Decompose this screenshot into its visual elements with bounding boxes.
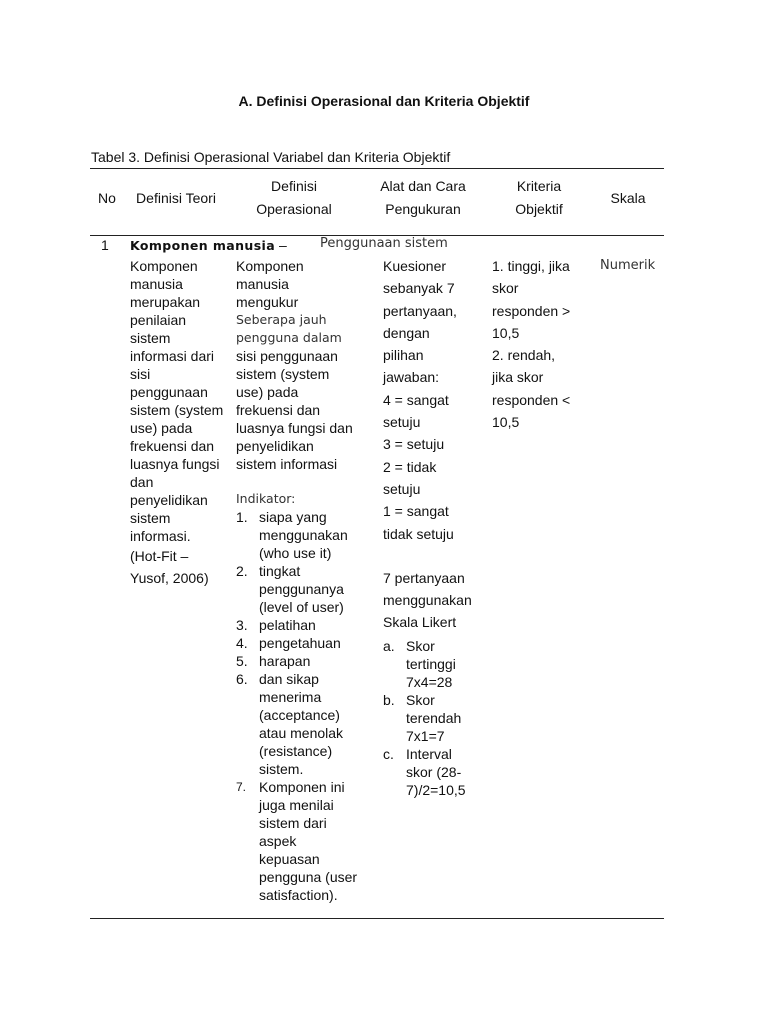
alat-line: 7 pertanyaan [383, 569, 465, 586]
indikator-number: 5. [236, 653, 248, 669]
indikator-number: 1. [236, 509, 248, 525]
kriteria-line: responden < [492, 391, 571, 408]
table-caption: Tabel 3. Definisi Operasional Variabel dan Kriteria Objektif [91, 149, 451, 165]
operasional-intro-1: Komponen manusia mengukur [236, 258, 304, 310]
header-kriteria-objektif [490, 175, 588, 221]
alat-line: jawaban: [383, 369, 440, 386]
kriteria-line: 10,5 [492, 324, 520, 341]
indikator-item [236, 778, 358, 904]
kriteria-line: 1. tinggi, jika [492, 258, 570, 274]
alat-line: Skala Likert [383, 614, 457, 631]
header-skala: Skala [610, 190, 646, 206]
variable-subtitle: Penggunaan sistem [320, 236, 448, 251]
skor-item [383, 637, 483, 691]
indikator-item [236, 508, 358, 562]
operasional-intro-2: Seberapa jauh pengguna dalam [236, 312, 342, 345]
indikator-text: harapan [259, 653, 311, 669]
kriteria-line: responden > [492, 302, 571, 319]
skor-list [383, 637, 483, 799]
header-definisi-operasional-line-2: Operasional [256, 201, 332, 217]
header-kriteria-line-1: Kriteria [516, 178, 562, 194]
header-alat-line-1: Alat dan Cara [380, 178, 466, 194]
indikator-list [236, 508, 358, 904]
indikator-number: 3. [236, 617, 248, 633]
indikator-item [236, 616, 358, 634]
header-kriteria-line-2: Objektif [515, 201, 563, 217]
alat-line: setuju [383, 480, 421, 497]
definisi-teori-citation [130, 545, 225, 589]
skor-letter: b. [383, 692, 395, 708]
alat-line: setuju [383, 414, 421, 431]
skor-text: Skor terendah 7x1=7 [406, 692, 462, 744]
header-alat-line-2: Pengukuran [385, 201, 461, 217]
alat-line: menggunakan [383, 592, 472, 609]
kriteria-line: skor [492, 280, 519, 297]
header-alat-pengukuran [366, 175, 480, 221]
header-definisi-teori: Definisi Teori [136, 190, 216, 206]
alat-line: sebanyak 7 [383, 280, 455, 297]
header-definisi-operasional [238, 175, 350, 221]
skala-value: Numerik [600, 258, 656, 273]
alat-line: 2 = tidak [383, 458, 437, 475]
alat-line: 4 = sangat [383, 391, 449, 408]
table-bottom-rule [90, 918, 664, 919]
skor-letter: a. [383, 638, 395, 654]
indikator-item [236, 670, 358, 778]
alat-line: pertanyaan, [383, 302, 457, 319]
indikator-number: 6. [236, 671, 248, 687]
indikator-text: tingkat penggunanya (level of user) [259, 563, 344, 615]
table-top-rule [90, 168, 664, 169]
indikator-text: dan sikap menerima (acceptance) atau menolak (resistance) sistem. [259, 671, 344, 777]
variable-title [130, 236, 287, 254]
definisi-operasional-cell [236, 257, 358, 904]
indikator-label: Indikator: [236, 491, 296, 506]
alat-line: 1 = sangat [383, 503, 449, 520]
indikator-number: 7. [236, 780, 247, 794]
citation-line-2: Yusof, 2006) [130, 570, 209, 586]
alat-line: Kuesioner [383, 258, 447, 274]
indikator-number: 4. [236, 635, 248, 651]
alat-line: tidak setuju [383, 525, 454, 542]
indikator-item [236, 562, 358, 616]
indikator-item [236, 652, 358, 670]
alat-line: pilihan [383, 347, 424, 364]
section-heading: A. Definisi Operasional dan Kriteria Objektif [238, 93, 530, 109]
alat-line: 3 = setuju [383, 436, 445, 453]
indikator-item [236, 634, 358, 652]
kriteria-line: 10,5 [492, 414, 520, 431]
indikator-text: pelatihan [259, 617, 316, 633]
alat-pengukuran-cell [383, 255, 483, 634]
row-number: 1 [101, 237, 109, 253]
header-definisi-operasional-line-1: Definisi [271, 178, 317, 194]
citation-line-1: (Hot-Fit – [130, 548, 189, 564]
definisi-teori-cell [130, 257, 225, 589]
definisi-teori-text: Komponen manusia merupakan penilaian sistem informasi dari sisi penggunaan sistem (system use) pada frekuensi dan luasnya fungsi dan penyelidikan sistem informasi. [130, 258, 224, 544]
indikator-text: pengetahuan [259, 635, 341, 651]
header-no: No [98, 190, 116, 206]
kriteria-objektif-cell [492, 255, 592, 433]
variable-dash: – [275, 237, 287, 253]
skor-letter: c. [383, 746, 394, 762]
kriteria-line: 2. rendah, [492, 347, 556, 364]
skor-item [383, 691, 483, 745]
alat-line: dengan [383, 324, 430, 341]
indikator-number: 2. [236, 563, 248, 579]
indikator-text: Komponen ini juga menilai sistem dari aspek kepuasan pengguna (user satisfaction). [259, 779, 358, 903]
operasional-intro-3: sisi penggunaan sistem (system use) pada frekuensi dan luasnya fungsi dan penyelidikan sistem informasi [236, 348, 353, 472]
indikator-text: siapa yang menggunakan (who use it) [259, 509, 348, 561]
skor-text: Interval skor (28-7)/2=10,5 [406, 746, 466, 798]
skor-text: Skor tertinggi 7x4=28 [406, 638, 456, 690]
kriteria-line: jika skor [492, 369, 544, 386]
skor-item [383, 745, 483, 799]
variable-name: Komponen manusia [130, 238, 276, 253]
